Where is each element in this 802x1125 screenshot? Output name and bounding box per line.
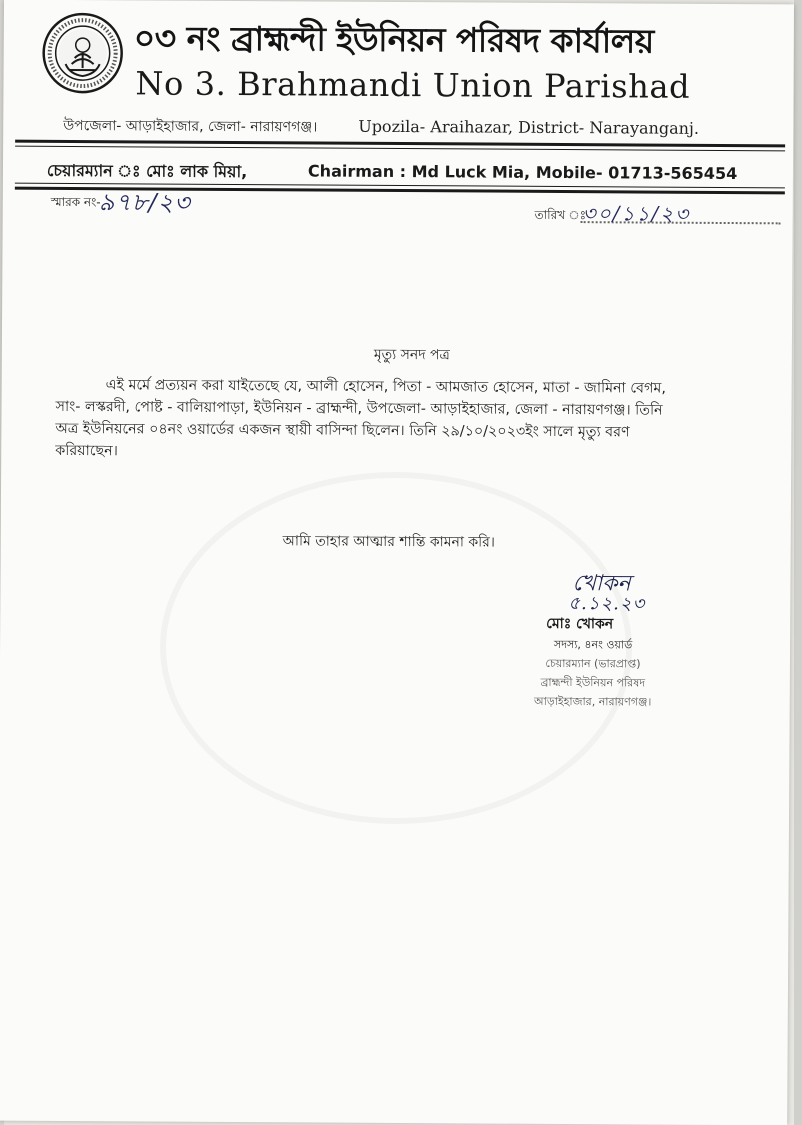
letterhead-address-english: Upozila- Araihazar, District- Narayanganj.: [358, 116, 700, 138]
handwritten-signature: খোকন: [572, 571, 631, 597]
stamp-line: চেয়ারম্যান (ভারপ্রাপ্ত): [545, 656, 641, 671]
scan-right-edge: [794, 0, 802, 1125]
stamp-line: আড়াইহাজার, নারায়ণগঞ্জ।: [534, 694, 652, 709]
letterhead-title-bengali: ০৩ নং ব্রাহ্মন্দী ইউনিয়ন পরিষদ কার্যালয়: [133, 18, 654, 61]
closing-line: আমি তাহার আত্মার শান্তি কামনা করি।: [282, 533, 495, 551]
signature-date-handwritten: ৫.১২.২৩: [568, 593, 646, 615]
date-handwritten: ৩০/১১/২৩: [582, 201, 691, 226]
date-label: তারিখ ঃ: [534, 207, 587, 223]
body-line: সাং- লস্করদী, পোষ্ট - বালিয়াপাড়া, ইউনিয়ন - ব্রাহ্মন্দী, উপজেলা- আড়াইহাজার, জেলা - নারায়ণগঞ্জ। তিনি: [55, 398, 663, 419]
union-parishad-seal-icon: [41, 12, 123, 94]
letterhead-title-english: No 3. Brahmandi Union Parishad: [135, 64, 691, 106]
chairman-line-bengali: চেয়ারম্যান ঃ মোঃ লাক মিয়া,: [46, 160, 248, 182]
memo-number-label: স্মারক নং-: [50, 194, 101, 210]
chairman-line-english: Chairman : Md Luck Mia, Mobile- 01713-565454: [307, 161, 738, 184]
body-line: করিয়াছেন।: [55, 442, 118, 460]
stamp-role: সদস্য, ৪নং ওয়ার্ড: [553, 637, 633, 652]
stamp-line: ব্রাহ্মন্দী ইউনিয়ন পরিষদ: [540, 675, 646, 690]
memo-number-handwritten: ৯৭৮/২৩: [98, 188, 191, 217]
stamp-name: মোঃ খোকন: [546, 615, 614, 633]
certificate-heading: মৃত্যু সনদ পত্র: [373, 346, 450, 364]
certificate-body: [55, 374, 746, 466]
body-line: অত্র ইউনিয়নের ০৪নং ওয়ার্ডের একজন স্থায়ী বাসিন্দা ছিলেন। তিনি ২৯/১০/২০২৩ইং সালে মৃত্যু বরণ: [55, 420, 630, 441]
official-stamp: [508, 612, 679, 713]
body-line: এই মর্মে প্রত্যয়ন করা যাইতেছে যে, আলী হোসেন, পিতা - আমজাত হোসেন, মাতা - জামিনা বেগম,: [105, 377, 666, 397]
letterhead-address-bengali: উপজেলা- আড়াইহাজার, জেলা- নারায়ণগঞ্জ।: [63, 117, 318, 136]
